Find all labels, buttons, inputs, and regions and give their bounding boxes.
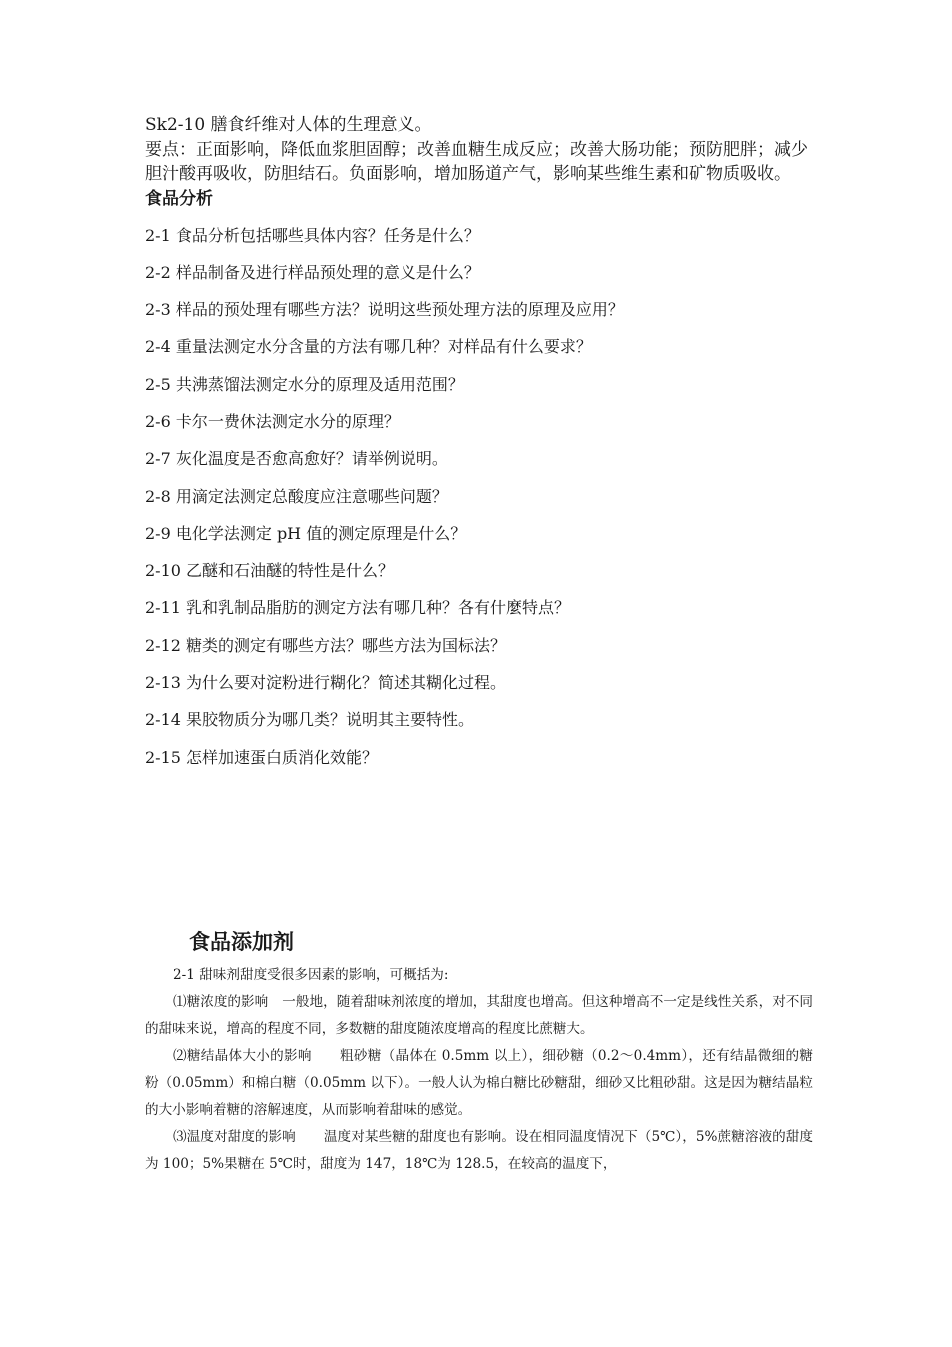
concentration-label: ⑴糖浓度的影响 — [173, 994, 269, 1010]
food-analysis-question-list — [145, 217, 813, 776]
temperature-text: 温度对某些糖的甜度也有影响。设在相同温度情况下（5℃），5%蔗糖溶液的甜度为 100；5%果糖在 5℃时，甜度为 147，18℃为 128.5，在较高的温度下， — [145, 1129, 814, 1172]
fiber-answer-block — [145, 113, 813, 187]
crystal-size-text: 粗砂糖（晶体在 0.5mm 以上），细砂糖（0.2～0.4mm），还有结晶微细的糖粉（0.05mm）和棉白糖（0.05mm 以下）。一般人认为棉白糖比砂糖甜，细砂又比粗砂甜。这是因为糖结晶粒的大小影响着糖的溶解速度，从而影响着甜味的感觉。 — [145, 1048, 813, 1118]
question-item: 2-6 卡尔一费休法测定水分的原理？ — [145, 411, 400, 431]
temperature-paragraph — [145, 1124, 813, 1178]
question-item: 2-2 样品制备及进行样品预处理的意义是什么？ — [145, 262, 480, 282]
temperature-label: ⑶温度对甜度的影响 — [173, 1129, 296, 1145]
question-item: 2-14 果胶物质分为哪几类？说明其主要特性。 — [145, 710, 475, 730]
concentration-text: 一般地，随着甜味剂浓度的增加，其甜度也增高。但这种增高不一定是线性关系，对不同的甜味来说，增高的程度不同，多数糖的甜度随浓度增高的程度比蔗糖大。 — [145, 994, 814, 1037]
question-item: 2-10 乙醚和石油醚的特性是什么？ — [145, 561, 395, 581]
food-analysis-title: 食品分析 — [145, 188, 213, 209]
question-item: 2-13 为什么要对淀粉进行糊化？简述其糊化过程。 — [145, 673, 507, 693]
question-item: 2-15 怎样加速蛋白质消化效能？ — [145, 747, 379, 767]
question-item: 2-11 乳和乳制品脂肪的测定方法有哪几种？各有什麼特点？ — [145, 598, 571, 618]
question-item: 2-4 重量法测定水分含量的方法有哪几种？对样品有什么要求？ — [145, 337, 592, 357]
concentration-paragraph — [145, 989, 813, 1043]
question-item: 2-5 共沸蒸馏法测定水分的原理及适用范围？ — [145, 374, 464, 394]
fiber-question-heading: Sk2-10 膳食纤维对人体的生理意义。 — [145, 115, 432, 135]
sweetness-lead-paragraph: 2-1 甜味剂甜度受很多因素的影响，可概括为: — [173, 967, 449, 983]
question-item: 2-8 用滴定法测定总酸度应注意哪些问题？ — [145, 486, 448, 506]
food-additives-title: 食品添加剂 — [189, 930, 294, 954]
question-item: 2-3 样品的预处理有哪些方法？说明这些预处理方法的原理及应用？ — [145, 300, 624, 320]
fiber-answer-text: 要点：正面影响，降低血浆胆固醇；改善血糖生成反应；改善大肠功能；预防肥胖；减少胆汁酸再吸收，防胆结石。负面影响，增加肠道产气，影响某些维生素和矿物质吸收。 — [145, 139, 808, 184]
crystal-size-label: ⑵糖结晶体大小的影响 — [173, 1048, 312, 1064]
document-upper-section — [145, 113, 813, 776]
question-item: 2-12 糖类的测定有哪些方法？哪些方法为国标法？ — [145, 635, 507, 655]
question-item: 2-9 电化学法测定 pH 值的测定原理是什么？ — [145, 523, 467, 543]
crystal-size-paragraph — [145, 1043, 813, 1124]
question-item: 2-7 灰化温度是否愈高愈好？请举例说明。 — [145, 449, 448, 469]
question-item: 2-1 食品分析包括哪些具体内容？任务是什么？ — [145, 225, 480, 245]
food-additives-section — [145, 926, 813, 1178]
